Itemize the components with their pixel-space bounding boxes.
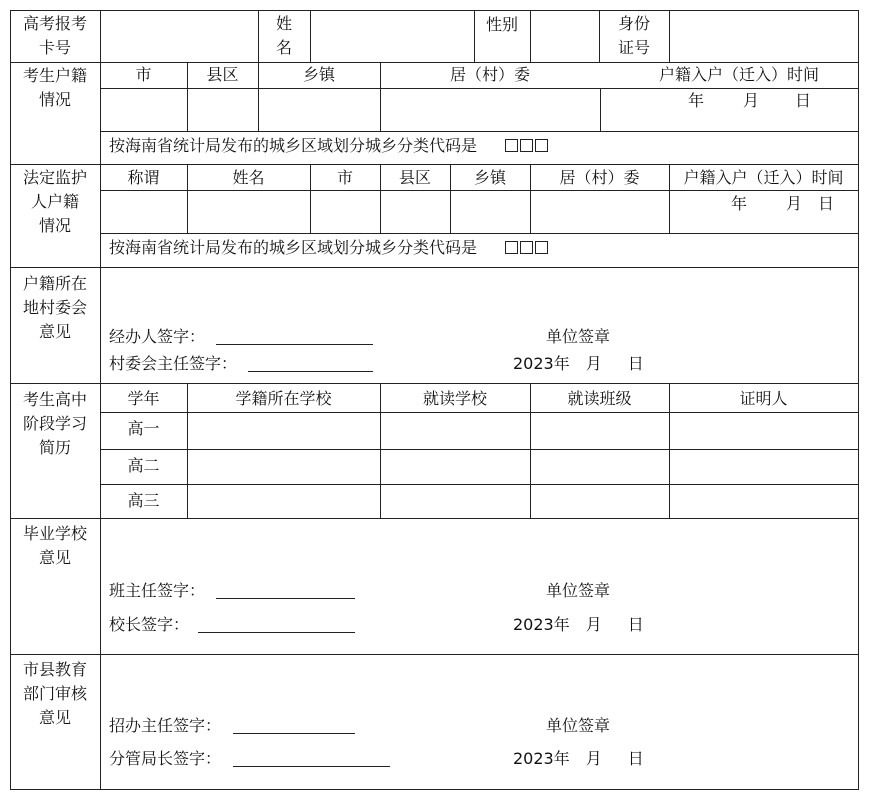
col-attended-school: 就读学校 (422, 389, 487, 408)
entry-month-label: 月 (743, 91, 760, 110)
history-cell[interactable] (381, 413, 530, 449)
col-village: 居（村）委 (449, 65, 530, 84)
divider (100, 131, 859, 132)
id-number-field[interactable] (670, 11, 858, 62)
history-cell[interactable] (381, 450, 530, 484)
urban-rural-code-row (109, 138, 550, 154)
entry-day-label: 日 (795, 91, 812, 110)
col-town: 乡镇 (302, 65, 335, 84)
date-month: 月 (585, 354, 602, 373)
guardian-name-field[interactable] (188, 191, 310, 233)
date-month: 月 (585, 615, 602, 634)
teacher-sign-label: 班主任签字： (109, 581, 206, 600)
grade-row-label: 高二 (127, 456, 160, 475)
col-entry-time: 户籍入户（迁入）时间 (683, 168, 844, 187)
name-label: 姓 名 (275, 14, 292, 57)
col-class: 就读班级 (567, 389, 632, 408)
director-sign-line[interactable] (248, 371, 373, 372)
date-day: 日 (627, 615, 644, 634)
name-field[interactable] (311, 11, 474, 62)
code-box[interactable] (505, 139, 518, 152)
unit-seal-label: 单位签章 (546, 581, 611, 600)
col-county: 县区 (206, 65, 239, 84)
guardian-town-field[interactable] (451, 191, 530, 233)
student-entry-time-field[interactable] (601, 89, 858, 131)
divider (10, 654, 859, 655)
col-school-year: 学年 (127, 389, 160, 408)
history-cell[interactable] (188, 413, 380, 449)
bureau-sign-label: 分管局长签字： (109, 749, 222, 768)
history-cell[interactable] (381, 485, 530, 518)
col-entry-time: 户籍入户（迁入）时间 (658, 65, 819, 84)
divider (10, 383, 859, 384)
principal-sign-label: 校长签字： (109, 615, 190, 634)
edu-opinion-label: 市县教育 部门审核 意见 (22, 660, 87, 727)
student-town-field[interactable] (259, 89, 380, 131)
guardian-county-field[interactable] (381, 191, 450, 233)
unit-seal-label: 单位签章 (546, 327, 611, 346)
gender-label: 性别 (485, 15, 518, 34)
student-village-field[interactable] (381, 89, 600, 131)
date-row (513, 751, 644, 767)
divider (10, 164, 859, 165)
student-city-field[interactable] (101, 89, 187, 131)
handler-sign-label: 经办人签字： (109, 327, 206, 346)
history-cell[interactable] (188, 485, 380, 518)
history-cell[interactable] (531, 485, 669, 518)
code-box[interactable] (505, 241, 518, 254)
entry-day-label: 日 (818, 194, 835, 213)
col-city: 市 (336, 168, 353, 187)
card-no-field[interactable] (101, 11, 258, 62)
entry-month-label: 月 (786, 194, 803, 213)
urban-rural-code-text: 按海南省统计局发布的城乡区域划分城乡分类代码是 (109, 136, 478, 155)
col-name: 姓名 (232, 168, 265, 187)
unit-seal-label: 单位签章 (546, 716, 611, 735)
date-day: 日 (627, 354, 644, 373)
date-month: 月 (585, 749, 602, 768)
entry-year-label: 年 (688, 91, 705, 110)
divider (100, 233, 859, 234)
code-box[interactable] (520, 241, 533, 254)
history-cell[interactable] (188, 450, 380, 484)
bureau-sign-line[interactable] (233, 766, 390, 767)
card-no-label: 高考报考 卡号 (22, 14, 87, 57)
office-sign-line[interactable] (233, 733, 355, 734)
guardian-village-field[interactable] (531, 191, 669, 233)
code-box[interactable] (520, 139, 533, 152)
urban-rural-code-text: 按海南省统计局发布的城乡区域划分城乡分类代码是 (109, 238, 478, 257)
divider (10, 62, 859, 63)
history-cell[interactable] (670, 485, 858, 518)
guardian-city-field[interactable] (311, 191, 380, 233)
guardian-title-field[interactable] (101, 191, 187, 233)
divider (10, 518, 859, 519)
entry-year-label: 年 (731, 194, 748, 213)
history-cell[interactable] (531, 413, 669, 449)
code-box[interactable] (535, 139, 548, 152)
border-right (858, 10, 859, 790)
history-cell[interactable] (531, 450, 669, 484)
col-village: 居（村）委 (559, 168, 640, 187)
col-title: 称谓 (127, 168, 160, 187)
date-row (513, 356, 644, 372)
school-opinion-label: 毕业学校 意见 (22, 524, 87, 567)
divider (10, 267, 859, 268)
guardian-household-label: 法定监护 人户籍 情况 (22, 168, 87, 235)
border-bottom (10, 789, 859, 790)
grade-row-label: 高三 (127, 491, 160, 510)
handler-sign-line[interactable] (216, 344, 373, 345)
student-household-label: 考生户籍 情况 (22, 66, 87, 109)
date-year: 2023年 (513, 354, 570, 373)
gender-field[interactable] (531, 11, 599, 62)
date-row (513, 617, 644, 633)
col-witness: 证明人 (739, 389, 788, 408)
director-sign-label: 村委会主任签字： (109, 354, 238, 373)
teacher-sign-line[interactable] (216, 598, 355, 599)
col-registered-school: 学籍所在学校 (235, 389, 332, 408)
office-sign-label: 招办主任签字： (109, 716, 222, 735)
col-county: 县区 (398, 168, 431, 187)
history-cell[interactable] (670, 413, 858, 449)
grade-row-label: 高一 (127, 419, 160, 438)
history-cell[interactable] (670, 450, 858, 484)
id-label: 身份 证号 (617, 14, 650, 57)
col-city: 市 (135, 65, 152, 84)
village-opinion-label: 户籍所在 地村委会 意见 (22, 274, 87, 341)
code-box[interactable] (535, 241, 548, 254)
study-history-label: 考生高中 阶段学习 简历 (22, 390, 87, 457)
date-day: 日 (627, 749, 644, 768)
date-year: 2023年 (513, 749, 570, 768)
student-county-field[interactable] (188, 89, 258, 131)
principal-sign-line[interactable] (198, 632, 355, 633)
col-town: 乡镇 (473, 168, 506, 187)
urban-rural-code-row (109, 240, 550, 256)
date-year: 2023年 (513, 615, 570, 634)
